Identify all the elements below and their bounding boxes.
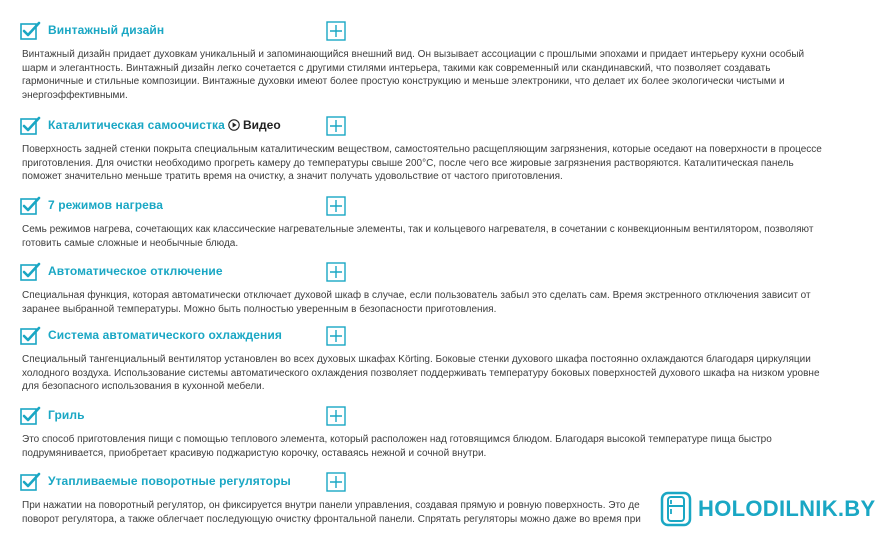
checkbox-check-icon [20, 326, 42, 346]
feature-description: При нажатии на поворотный регулятор, он фиксируется внутри панели управления, создавая прямую и ровную поверхность. Это де поворот регулятора, а также облегчает последующую очистку фронтальной панели. Спрятать регуляторы можно даже во время при [22, 500, 641, 525]
feature-header[interactable] [20, 196, 820, 218]
checkbox-check-icon [20, 472, 42, 492]
feature-description: Специальная функция, которая автоматически отключает духовой шкаф в случае, если пользователь забыл это сделать сам. Время экстренного отключения зависит от заранее выбранной температуры. Можно быть полностью уверенным в безопасности приготовления. [22, 290, 811, 315]
fridge-icon [660, 491, 692, 527]
feature-header[interactable] [20, 406, 820, 428]
site-logo[interactable] [660, 491, 875, 527]
checkbox-check-icon [20, 406, 42, 426]
feature-title: 7 режимов нагрева [48, 198, 164, 212]
play-circle-icon [228, 119, 240, 131]
plus-square-icon[interactable] [326, 406, 346, 426]
feature-title: Система автоматического охлаждения [48, 328, 282, 342]
checkbox-check-icon [20, 262, 42, 282]
feature-title: Гриль [48, 408, 85, 422]
feature-header[interactable] [20, 262, 820, 284]
feature-header[interactable] [20, 116, 820, 138]
video-link-label: Видео [243, 118, 281, 132]
checkbox-check-icon [20, 21, 42, 41]
plus-square-icon[interactable] [326, 472, 346, 492]
feature-title: Утапливаемые поворотные регуляторы [48, 474, 291, 488]
feature-title: Автоматическое отключение [48, 264, 223, 278]
logo-text: HOLODILNIK.BY [698, 496, 875, 521]
plus-square-icon[interactable] [326, 21, 346, 41]
feature-title: Винтажный дизайн [48, 23, 165, 37]
feature-header[interactable] [20, 21, 820, 43]
feature-description: Винтажный дизайн придает духовкам уникальный и запоминающийся внешний вид. Он вызывает ассоциации с прошлыми эпохами и придает интерьеру кухни особый шарм и элегантность. Винтажный дизайн легко сочетается с другими стилями интерьера, такими как современный или скандинавский, что позволяет создавать гармоничные и стильные композиции. Винтажные духовки имеют более простую конструкцию и меньше электроники, что делает их более экологически чистыми и энергоэффективными. [22, 49, 805, 102]
plus-square-icon[interactable] [326, 326, 346, 346]
plus-square-icon[interactable] [326, 116, 346, 136]
feature-description: Семь режимов нагрева, сочетающих как классические нагревательные элементы, так и кольцевого нагревателя, в сочетании с конвекционным вентилятором, позволяют готовить самые сложные и необычные блюда. [22, 224, 814, 249]
checkbox-check-icon [20, 196, 42, 216]
checkbox-check-icon [20, 116, 42, 136]
feature-title: Каталитическая самоочистка [48, 118, 225, 132]
plus-square-icon[interactable] [326, 196, 346, 216]
plus-square-icon[interactable] [326, 262, 346, 282]
feature-description: Это способ приготовления пищи с помощью теплового элемента, который расположен над готовящимся блюдом. Благодаря высокой температуре пища быстро подрумянивается, приобретает красивую поджаристую корочку, оставаясь нежной и сочной внутри. [22, 434, 772, 459]
feature-description: Специальный тангенциальный вентилятор установлен во всех духовых шкафах Körting. Боковые стенки духового шкафа постоянно охлаждаются благодаря циркуляции холодного воздуха. Использование системы автоматического охлаждения позволяет поддерживать температуру боковых поверхностей духового шкафа на низком уровне для безопасного использования в кухонной мебели. [22, 354, 820, 393]
video-link[interactable] [228, 118, 281, 132]
feature-header[interactable] [20, 326, 820, 348]
feature-description: Поверхность задней стенки покрыта специальным каталитическим веществом, самостоятельно расщепляющим загрязнения, которые оседают на поверхности в процессе приготовления. Для очистки необходимо прогреть камеру до температуры свыше 200°С, после чего все жировые загрязнения растворяются. Каталитическая панель поможет значительно меньше тратить время на очистку, а значит получать удовольствие от частого приготовления. [22, 144, 822, 183]
